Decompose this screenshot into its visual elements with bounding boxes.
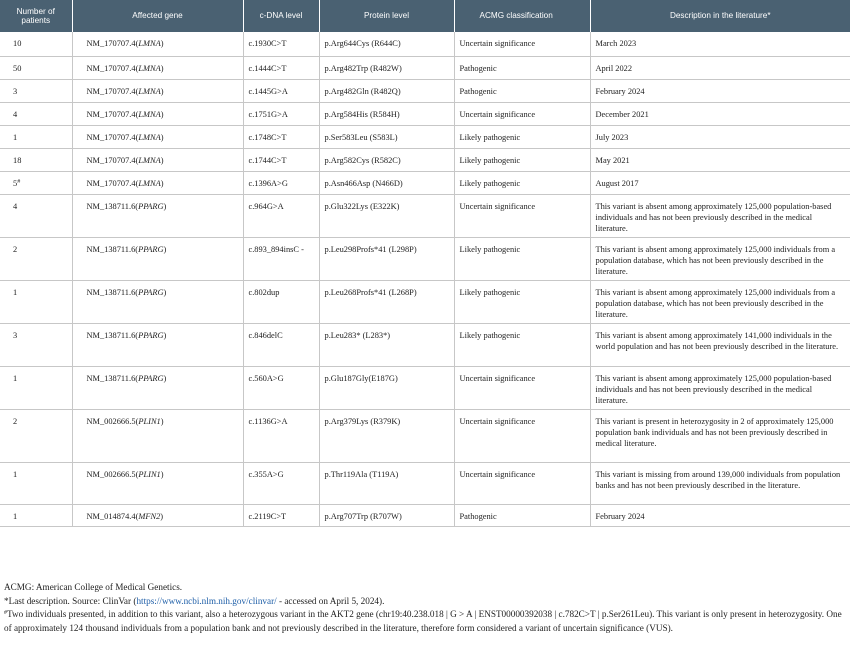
cell-patients — [0, 79, 72, 102]
gene-transcript-id: NM_138711.6 — [86, 287, 136, 297]
gene-symbol: LMNA — [138, 178, 161, 188]
footnotes — [4, 581, 848, 635]
cell-description — [590, 237, 850, 280]
protein-value: p.Glu322Lys (E322K) — [324, 201, 400, 211]
gene-transcript-id: NM_014874.4 — [86, 511, 136, 521]
cell-protein — [319, 102, 454, 125]
cell-description — [590, 194, 850, 237]
cell-gene: NM_170707.4(LMNA) — [72, 79, 243, 102]
protein-value: p.Arg644Cys (R644C) — [324, 39, 401, 48]
cell-cdna — [243, 148, 319, 171]
gene-transcript-id: NM_002666.5 — [86, 469, 136, 479]
gene-transcript-id: NM_138711.6 — [86, 244, 136, 254]
cell-acmg — [454, 504, 590, 526]
cell-cdna — [243, 237, 319, 280]
patients-count: 1 — [13, 469, 18, 479]
col-header-description: Description in the literature* — [590, 0, 850, 32]
footnote-last-suffix: - accessed on April 5, 2024). — [276, 595, 385, 606]
acmg-value: Likely pathogenic — [459, 330, 521, 340]
gene-transcript-id: NM_138711.6 — [86, 330, 136, 340]
acmg-value: Pathogenic — [459, 63, 497, 73]
cell-acmg — [454, 462, 590, 504]
cell-acmg — [454, 237, 590, 280]
protein-value: p.Arg482Gln (R482Q) — [324, 86, 401, 96]
protein-value: p.Leu268Profs*41 (L268P) — [324, 287, 417, 297]
protein-value: p.Leu298Profs*41 (L298P) — [324, 244, 417, 254]
footnote-hash-text: Two individuals presented, in addition to this variant, also a heterozygous variant in the AKT2 gene (chr19:40.238.018 | G > A | ENST00000392038 | c.782C>T | p.Ser261Leu). This variant is only present in heterozygosity. One of approximately 124 thousand individuals from a population bank and not previously described in the literature, therefore form considered a variant of uncertain significance (VUS). — [4, 609, 842, 633]
table-row — [0, 125, 850, 148]
cell-protein — [319, 462, 454, 504]
cell-gene: NM_170707.4(LMNA) — [72, 32, 243, 56]
gene-symbol: LMNA — [138, 86, 161, 96]
patients-count: 3 — [13, 330, 18, 340]
gene-transcript-id: NM_170707.4 — [86, 155, 136, 165]
cdna-value: c.1748C>T — [248, 132, 287, 142]
acmg-value: Pathogenic — [459, 511, 497, 521]
cdna-value: c.893_894insC - — [248, 244, 304, 254]
acmg-value: Uncertain significance — [459, 201, 536, 211]
protein-value: p.Arg707Trp (R707W) — [324, 511, 402, 521]
col-header-patients: Number of patients — [0, 0, 72, 32]
cell-description — [590, 125, 850, 148]
cell-acmg — [454, 171, 590, 194]
cell-description — [590, 462, 850, 504]
description-value: July 2023 — [595, 132, 629, 142]
cell-description — [590, 79, 850, 102]
patients-count: 18 — [13, 155, 22, 165]
gene-symbol: MFN2 — [138, 511, 161, 521]
protein-value: p.Glu187Gly(E187G) — [324, 373, 398, 383]
cell-acmg — [454, 32, 590, 56]
cell-description — [590, 366, 850, 409]
cell-gene: NM_170707.4(LMNA) — [72, 148, 243, 171]
cell-cdna — [243, 409, 319, 462]
col-header-protein: Protein level — [319, 0, 454, 32]
cell-acmg — [454, 79, 590, 102]
acmg-value: Pathogenic — [459, 86, 497, 96]
cell-cdna — [243, 32, 319, 56]
description-value: August 2017 — [595, 178, 639, 188]
cell-acmg — [454, 148, 590, 171]
cell-patients — [0, 32, 72, 56]
cell-cdna — [243, 194, 319, 237]
cell-acmg — [454, 194, 590, 237]
patients-count: 1 — [13, 373, 18, 383]
description-value: May 2021 — [595, 155, 630, 165]
cell-protein — [319, 366, 454, 409]
gene-symbol: LMNA — [138, 155, 161, 165]
cell-acmg — [454, 409, 590, 462]
gene-symbol: PPARG — [138, 373, 164, 383]
gene-symbol: LMNA — [138, 109, 161, 119]
cell-gene: NM_002666.5(PLIN1) — [72, 462, 243, 504]
description-value: This variant is present in heterozygosity in 2 of approximately 125,000 population bank individuals and has not been previously described in medical literature. — [595, 416, 834, 448]
cell-gene: NM_138711.6(PPARG) — [72, 323, 243, 366]
table-row — [0, 409, 850, 462]
cell-patients — [0, 504, 72, 526]
table-row — [0, 148, 850, 171]
table-row — [0, 366, 850, 409]
description-value: This variant is absent among approximately 141,000 individuals in the world population and has not been previously described in the literature. — [595, 330, 839, 351]
table-row — [0, 79, 850, 102]
header-row — [0, 0, 850, 32]
description-value: February 2024 — [595, 511, 645, 521]
patients-count: 1 — [13, 511, 18, 521]
acmg-value: Uncertain significance — [459, 416, 536, 426]
cell-patients — [0, 323, 72, 366]
cell-protein — [319, 280, 454, 323]
col-header-acmg: ACMG classification — [454, 0, 590, 32]
gene-symbol: PLIN1 — [138, 416, 161, 426]
table-row — [0, 237, 850, 280]
acmg-value: Uncertain significance — [459, 39, 536, 48]
cell-patients — [0, 125, 72, 148]
patients-count: 2 — [13, 416, 18, 426]
cell-gene: NM_014874.4(MFN2) — [72, 504, 243, 526]
cell-cdna — [243, 366, 319, 409]
gene-symbol: PPARG — [138, 330, 164, 340]
clinvar-link[interactable]: https://www.ncbi.nlm.nih.gov/clinvar/ — [136, 595, 277, 606]
cell-gene: NM_170707.4(LMNA) — [72, 171, 243, 194]
table-row — [0, 462, 850, 504]
cell-patients — [0, 194, 72, 237]
gene-transcript-id: NM_170707.4 — [86, 63, 136, 73]
cell-protein — [319, 56, 454, 79]
table-row — [0, 280, 850, 323]
cell-cdna — [243, 462, 319, 504]
table-header — [0, 0, 850, 32]
cell-gene: NM_170707.4(LMNA) — [72, 102, 243, 125]
gene-symbol: LMNA — [138, 39, 161, 48]
cell-description — [590, 504, 850, 526]
cell-acmg — [454, 125, 590, 148]
table-body — [0, 32, 850, 526]
cell-cdna — [243, 504, 319, 526]
cell-gene: NM_138711.6(PPARG) — [72, 194, 243, 237]
protein-value: p.Arg379Lys (R379K) — [324, 416, 401, 426]
acmg-value: Likely pathogenic — [459, 244, 521, 254]
cdna-value: c.560A>G — [248, 373, 284, 383]
cell-cdna — [243, 125, 319, 148]
cell-patients — [0, 409, 72, 462]
cell-gene: NM_138711.6(PPARG) — [72, 366, 243, 409]
cell-description — [590, 102, 850, 125]
gene-transcript-id: NM_138711.6 — [86, 373, 136, 383]
cell-protein — [319, 171, 454, 194]
gene-transcript-id: NM_170707.4 — [86, 178, 136, 188]
patients-count: 4 — [13, 109, 18, 119]
cell-cdna — [243, 323, 319, 366]
description-value: February 2024 — [595, 86, 645, 96]
gene-transcript-id: NM_138711.6 — [86, 201, 136, 211]
acmg-value: Uncertain significance — [459, 373, 536, 383]
cell-acmg — [454, 323, 590, 366]
acmg-value: Uncertain significance — [459, 109, 536, 119]
gene-transcript-id: NM_170707.4 — [86, 132, 136, 142]
cell-cdna — [243, 280, 319, 323]
cell-protein — [319, 409, 454, 462]
table-row — [0, 194, 850, 237]
table-row — [0, 56, 850, 79]
description-value: This variant is absent among approximately 125,000 population-based individuals and has not been previously described in the medical literature. — [595, 201, 832, 233]
gene-symbol: PLIN1 — [138, 469, 161, 479]
col-header-cdna: c-DNA level — [243, 0, 319, 32]
cell-gene: NM_170707.4(LMNA) — [72, 56, 243, 79]
cell-protein — [319, 194, 454, 237]
patients-count: 50 — [13, 63, 22, 73]
gene-transcript-id: NM_170707.4 — [86, 39, 136, 48]
footnote-acmg: ACMG: American College of Medical Genetics. — [4, 582, 183, 592]
protein-value: p.Thr119Ala (T119A) — [324, 469, 399, 479]
footnote-last-prefix: *Last description. Source: ClinVar ( — [4, 595, 137, 606]
gene-symbol: PPARG — [138, 244, 164, 254]
description-value: April 2022 — [595, 63, 633, 73]
description-value: This variant is missing from around 139,000 individuals from population banks and has not been previously described in the literature. — [595, 469, 841, 490]
protein-value: p.Ser583Leu (S583L) — [324, 132, 398, 142]
cell-acmg — [454, 56, 590, 79]
cell-patients — [0, 237, 72, 280]
cell-description — [590, 148, 850, 171]
cell-patients — [0, 280, 72, 323]
cell-description — [590, 409, 850, 462]
cell-patients — [0, 102, 72, 125]
cdna-value: c.1136G>A — [248, 416, 288, 426]
patients-count: 3 — [13, 86, 18, 96]
cdna-value: c.964G>A — [248, 201, 284, 211]
table-row — [0, 504, 850, 526]
cell-patients — [0, 148, 72, 171]
acmg-value: Likely pathogenic — [459, 178, 521, 188]
gene-symbol: LMNA — [138, 63, 161, 73]
acmg-value: Likely pathogenic — [459, 132, 521, 142]
cell-protein — [319, 237, 454, 280]
protein-value: p.Arg582Cys (R582C) — [324, 155, 401, 165]
cdna-value: c.802dup — [248, 287, 280, 297]
table-row — [0, 323, 850, 366]
cdna-value: c.2119C>T — [248, 511, 287, 521]
footnote-last-description — [4, 595, 848, 609]
cell-description — [590, 280, 850, 323]
cell-cdna — [243, 102, 319, 125]
cdna-value: c.846delC — [248, 330, 283, 340]
gene-symbol: PPARG — [138, 287, 164, 297]
cell-acmg — [454, 366, 590, 409]
cell-description — [590, 56, 850, 79]
cell-cdna — [243, 171, 319, 194]
cell-cdna — [243, 56, 319, 79]
gene-transcript-id: NM_170707.4 — [86, 86, 136, 96]
cell-acmg — [454, 102, 590, 125]
cell-gene: NM_138711.6(PPARG) — [72, 237, 243, 280]
cell-patients — [0, 171, 72, 194]
description-value: This variant is absent among approximately 125,000 individuals from a population database, which has not been previously described in the literature. — [595, 287, 836, 319]
cell-gene: NM_170707.4(LMNA) — [72, 125, 243, 148]
cdna-value: c.1930C>T — [248, 39, 287, 48]
cell-gene: NM_138711.6(PPARG) — [72, 280, 243, 323]
cell-protein — [319, 79, 454, 102]
patients-count: 10 — [13, 39, 22, 48]
patients-count: 5 — [13, 178, 18, 188]
cell-cdna — [243, 79, 319, 102]
cell-protein — [319, 125, 454, 148]
table-row — [0, 171, 850, 194]
cell-patients — [0, 56, 72, 79]
cell-description — [590, 323, 850, 366]
table-row — [0, 102, 850, 125]
acmg-value: Uncertain significance — [459, 469, 536, 479]
patients-count: 1 — [13, 132, 18, 142]
cell-description — [590, 171, 850, 194]
protein-value: p.Asn466Asp (N466D) — [324, 178, 403, 188]
col-header-gene: Affected gene — [72, 0, 243, 32]
cell-patients — [0, 366, 72, 409]
cell-protein — [319, 504, 454, 526]
gene-symbol: LMNA — [138, 132, 161, 142]
acmg-value: Likely pathogenic — [459, 155, 521, 165]
cell-protein — [319, 323, 454, 366]
acmg-value: Likely pathogenic — [459, 287, 521, 297]
protein-value: p.Arg584His (R584H) — [324, 109, 400, 119]
cell-gene: NM_002666.5(PLIN1) — [72, 409, 243, 462]
description-value: This variant is absent among approximately 125,000 population-based individuals and has not been previously described in the medical literature. — [595, 373, 832, 405]
hash-mark: # — [4, 610, 7, 616]
description-value: This variant is absent among approximately 125,000 individuals from a population database, which has not been previously described in the literature. — [595, 244, 836, 276]
cdna-value: c.1444C>T — [248, 63, 287, 73]
description-value: March 2023 — [595, 39, 637, 48]
cdna-value: c.1445G>A — [248, 86, 288, 96]
footnote-hash — [4, 608, 848, 635]
description-value: December 2021 — [595, 109, 649, 119]
cell-acmg — [454, 280, 590, 323]
patients-count: 1 — [13, 287, 18, 297]
patients-footnote-mark: # — [17, 178, 21, 185]
cell-protein — [319, 32, 454, 56]
cdna-value: c.1396A>G — [248, 178, 288, 188]
protein-value: p.Arg482Trp (R482W) — [324, 63, 402, 73]
patients-count: 4 — [13, 201, 18, 211]
protein-value: p.Leu283* (L283*) — [324, 330, 391, 340]
table-row — [0, 32, 850, 56]
cdna-value: c.1751G>A — [248, 109, 288, 119]
gene-transcript-id: NM_002666.5 — [86, 416, 136, 426]
gene-transcript-id: NM_170707.4 — [86, 109, 136, 119]
cell-protein — [319, 148, 454, 171]
patients-count: 2 — [13, 244, 18, 254]
cdna-value: c.355A>G — [248, 469, 284, 479]
cell-description — [590, 32, 850, 56]
cell-patients — [0, 462, 72, 504]
gene-symbol: PPARG — [138, 201, 164, 211]
cdna-value: c.1744C>T — [248, 155, 287, 165]
